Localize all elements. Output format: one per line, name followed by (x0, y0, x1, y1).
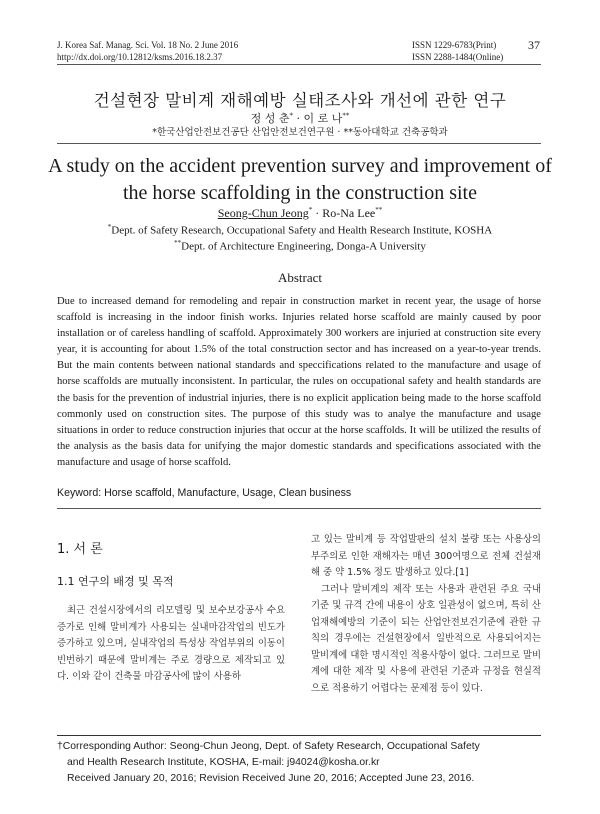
header-rule (57, 64, 541, 65)
affiliation-english-2 (0, 239, 600, 253)
title-english-line1: A study on the accident prevention survey and improvement of (48, 155, 552, 177)
intro-paragraph-right-1: 고 있는 말비계 등 작업발판의 설치 불량 또는 사용상의 부주의로 인한 재해자는 매년 300여명으로 전체 건설재해 중 약 1.5% 정도 발생하고 있다.[1] (311, 534, 541, 578)
author2-ko-mark: ** (342, 111, 350, 120)
title-english-line2: the horse scaffolding in the construction site (123, 182, 477, 204)
affil1-mark: * (107, 223, 112, 231)
running-header-right (412, 39, 503, 63)
abstract-rule (57, 508, 541, 509)
corresponding-author-email: and Health Research Institute, KOSHA, E-mail: j94024@kosha.or.kr (67, 757, 380, 768)
title-rule (57, 143, 541, 144)
title-english (40, 153, 560, 207)
author2-ko: 이 로 나 (303, 112, 343, 125)
issn-print: ISSN 1229-6783(Print) (412, 40, 497, 50)
intro-paragraph-right-2: 그러나 말비계의 제작 또는 사용과 관련된 주요 국내기준 및 규격 간에 내용이 상호 일관성이 없으며, 특히 산업재해예방의 기준이 되는 산업안전보건기준에 관한 규칙의 경우에는 건설현장에서 일반적으로 사용되어지는 말비계에 대한 명시적인 적용사항이 없다. 그러므로 말비계에 대한 제작 및 사용에 관련된 기준과 규정을 현실적으로 적용하기 어렵다는 문제점 등이 있다. (311, 583, 541, 694)
title-korean: 건설현장 말비계 재해예방 실태조사와 개선에 관한 연구 (93, 91, 507, 110)
affiliation-korean: *한국산업안전보건공단 산업안전보건연구원 · **동아대학교 건축공학과 (152, 127, 448, 138)
journal-citation: J. Korea Saf. Manag. Sci. Vol. 18 No. 2 June 2016 (57, 40, 239, 50)
page-number: 37 (528, 38, 540, 52)
keywords: Keyword: Horse scaffold, Manufacture, Usage, Clean business (57, 487, 352, 499)
affiliation-english-1 (0, 223, 600, 237)
author2-en-mark: ** (375, 206, 383, 214)
author1-en-mark: * (308, 206, 313, 214)
received-dates: Received January 20, 2016; Revision Received June 20, 2016; Accepted June 23, 2016. (67, 773, 475, 784)
doi-link[interactable]: http://dx.doi.org/10.12812/ksms.2016.18.2.37 (57, 52, 223, 62)
issn-online: ISSN 2288-1484(Online) (412, 52, 504, 62)
corresponding-author-line: †Corresponding Author: Seong-Chun Jeong, Dept. of Safety Research, Occupational Safety (57, 741, 480, 752)
abstract-body: Due to increased demand for remodeling and repair in construction market in recent year, the usage of horse scaffold is increasing in the indoor finish works. Injuries related horse scaffold are mainly caused by poor installation or of careless handling of scaffold. Approximately 300 workers are injuried at construction site every year, it is accounting for about 1.5% of the total construction sector and has increased on a year-to-year trends. But the main contents between national standards and speccifications related to the manufacture and usage of horse scaffolds are mutually inconsistent. In particular, the rules on occupational safety and health standards are the basis for the prevention of industrial injuries, there is no explicit application being made to the horse scaffold commonly used on construction sites. The purpose of this study was to analye the manufacture and usage situations in order to reduce construction injuries that occur at the horse scaffolds. It will be utilized the results of the analysis as the basis data for unifying the major domestic standards and specifications associated with the manufacture and usage of horse scaffold. (57, 296, 541, 468)
author1-ko: 정 성 춘 (250, 112, 290, 125)
intro-paragraph-left: 최근 건설시장에서의 리모델링 및 보수보강공사 수요 증가로 인해 말비계가 사용되는 실내마감작업의 빈도가 증가하고 있으며, 실내작업의 특성상 작업부위의 이동이 빈번하기 때문에 말비계는 주로 경량으로 제작되고 있다. 이와 같이 건축물 마감공사에 많이 사용하 (57, 605, 285, 682)
affil2-mark: ** (174, 239, 182, 247)
authors-english (0, 206, 600, 221)
author1-ko-mark: * (289, 111, 293, 120)
affil1-text: Dept. of Safety Research, Occupational Safety and Health Research Institute, KOSHA (111, 224, 493, 237)
author-separator-en: · (312, 206, 323, 220)
abstract-heading: Abstract (277, 270, 323, 285)
author-separator: · (293, 112, 304, 125)
intro-column-right (311, 532, 541, 697)
running-header-left (57, 39, 238, 63)
affil2-text: Dept. of Architecture Engineering, Donga-A University (181, 240, 426, 253)
author1-en: Seong-Chun Jeong (217, 206, 309, 220)
subsection-heading-background: 1.1 연구의 배경 및 목적 (57, 575, 174, 588)
author2-en: Ro-Na Lee (322, 206, 376, 220)
section-heading-introduction: 1. 서 론 (57, 542, 103, 557)
footnote (57, 739, 541, 787)
footnote-rule (57, 735, 541, 736)
